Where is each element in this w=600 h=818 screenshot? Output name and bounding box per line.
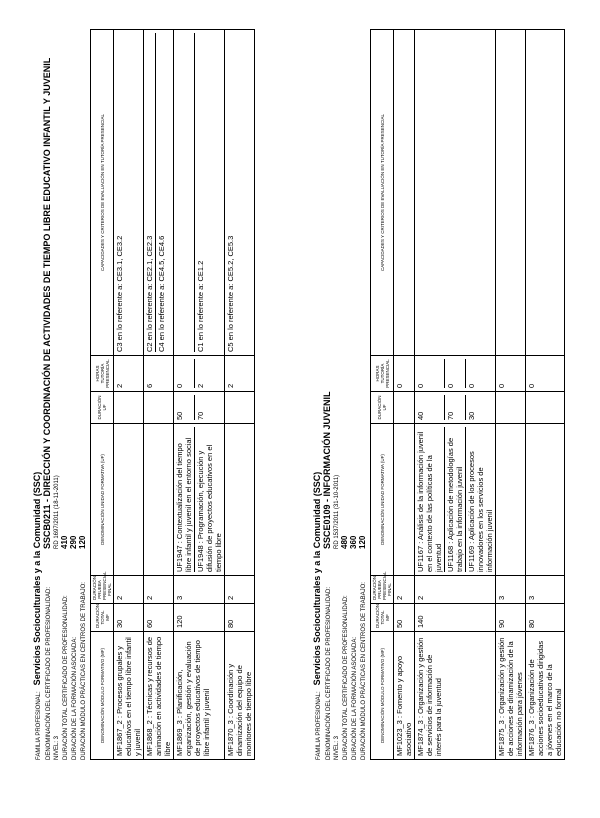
modulo-cell: MF1876_3 : Organización de acciones socioeducativas dirigidas a jóvenes en el marco de la educación no formal xyxy=(526,632,565,760)
col-header-duracion-mf: DURACIÓN TOTAL MF xyxy=(371,604,394,632)
duracion-cell: 30 xyxy=(114,604,144,632)
uf-cell xyxy=(526,424,565,576)
table-row xyxy=(526,30,565,760)
nivel-value: RD 1697/2011 (18-11-2011) xyxy=(54,475,60,549)
uf-cell xyxy=(114,424,144,576)
col-header-duracion-uf: DURACIÓN UF xyxy=(91,392,114,424)
uf-duracion-cell xyxy=(114,392,144,424)
horas-cell: 6 xyxy=(144,356,174,392)
modulo-cell: MF1869_3 : Planificación, organización, gestión y evaluación de proyectos educativos de tiempo libre infantil y juvenil xyxy=(174,632,225,760)
col-header-duracion-mf: DURACIÓN TOTAL MF xyxy=(91,604,114,632)
duracion-practicas-label: DURACIÓN MÓDULO PRÁCTICAS EN CENTROS DE TRABAJO: xyxy=(81,582,87,760)
modulo-cell: MF1875_3 : Organización y gestión de acciones de dinamización de la información para jóvenes xyxy=(496,632,526,760)
certificate-title: SSCB0211 - DIRECCIÓN Y COORDINACIÓN DE ACTIVIDADES DE TIEMPO LIBRE EDUCATIVO INFANTIL Y JUVENIL xyxy=(42,57,52,549)
modulo-cell: MF1870_3 : Coordinación y dinamización del equipo de monitores de tiempo libre xyxy=(225,632,255,760)
col-header-capacidades: CAPACIDADES Y CRITERIOS DE EVALUACIÓN EN TUTORÍA PRESENCIAL xyxy=(91,30,114,356)
capacidades-cell xyxy=(174,30,225,356)
duracion-cell: 120 xyxy=(174,604,225,632)
capacidad-line: C2 en lo referente a: CE2.1, CE2.3 xyxy=(144,33,156,352)
prueba-cell: 2 xyxy=(144,576,174,604)
uf-duracion-cell xyxy=(394,392,415,424)
capacidad-line: C1 en lo referente a: CE1.2 xyxy=(196,260,205,352)
prueba-cell: 3 xyxy=(496,576,526,604)
duracion-cell: 50 xyxy=(394,604,415,632)
duracion-cell: 90 xyxy=(496,604,526,632)
col-header-uf: DENOMINACIÓN UNIDAD FORMATIVA (UF) xyxy=(371,424,394,576)
uf-duracion-cell xyxy=(225,392,255,424)
horas-cell xyxy=(415,356,496,392)
table-row xyxy=(174,30,225,760)
col-header-modulo: DENOMINACIÓN MÓDULO FORMATIVO (MF) xyxy=(371,632,394,760)
capacidades-cell xyxy=(394,30,415,356)
duracion-formacion-label: DURACIÓN DE LA FORMACIÓN ASOCIADA: xyxy=(352,636,358,760)
uf-line: UF1948 : Programación, ejecución y difusión de proyectos educativos en el tiempo libre xyxy=(196,444,223,572)
table-row xyxy=(144,30,174,760)
certificate-title: SSCE0109 - INFORMACIÓN JUVENIL xyxy=(322,391,332,549)
modules-table xyxy=(370,29,565,760)
denominacion-label: DENOMINACIÓN DEL CERTIFICADO DE PROFESIONALIDAD: xyxy=(46,586,52,760)
col-header-horas-tutoria: HORAS TUTORÍA PRESENCIAL xyxy=(91,356,114,392)
capacidades-cell: C3 en lo referente a: CE3.1, CE3.2 xyxy=(114,30,144,356)
modules-table xyxy=(90,29,255,760)
modulo-cell: MF1867_2 : Procesos grupales y educativos en el tiempo libre infantil y juvenil xyxy=(114,632,144,760)
nivel-label: NIVEL: 3 xyxy=(54,735,60,760)
uf-duracion-line: 40 xyxy=(415,395,445,420)
horas-line: 0 xyxy=(415,359,445,388)
capacidad-line xyxy=(174,33,195,352)
uf-line: UF1947 : Contextualización del tiempo libre infantil y juvenil en el entorno social xyxy=(174,427,195,572)
familia-label: FAMILIA PROFESIONAL: xyxy=(36,691,42,760)
duracion-total-label: DURACIÓN TOTAL CERTIFICADO DE PROFESIONALIDAD: xyxy=(63,595,69,760)
familia-value: Servicios Socioculturales y a la Comunidad (SSC) xyxy=(312,471,322,686)
capacidades-cell: C5 en lo referente a: CE5.2, CE5.3 xyxy=(225,30,255,356)
familia-label: FAMILIA PROFESIONAL: xyxy=(316,691,322,760)
uf-duracion-line: 30 xyxy=(467,411,476,420)
certificate-header xyxy=(313,30,368,760)
horas-line: 2 xyxy=(196,383,205,388)
uf-duracion-cell xyxy=(144,392,174,424)
prueba-cell: 3 xyxy=(174,576,225,604)
prueba-cell: 2 xyxy=(394,576,415,604)
uf-duracion-line: 50 xyxy=(174,395,195,420)
col-header-capacidades: CAPACIDADES Y CRITERIOS DE EVALUACIÓN EN TUTORÍA PRESENCIAL xyxy=(371,30,394,356)
nivel-value: RD 1537/2011 (31-10-2011) xyxy=(334,474,340,549)
uf-duracion-cell xyxy=(496,392,526,424)
capacidades-cell xyxy=(144,30,174,356)
table-row xyxy=(225,30,255,760)
certificate-block-ssce0109 xyxy=(313,30,565,760)
capacidad-line: C4 en lo referente a: CE4.5, CE4.6 xyxy=(157,235,166,352)
capacidades-cell xyxy=(415,30,496,356)
horas-cell: 0 xyxy=(394,356,415,392)
duracion-total-value: 480 xyxy=(340,535,349,549)
capacidades-cell xyxy=(526,30,565,356)
duracion-total-label: DURACIÓN TOTAL CERTIFICADO DE PROFESIONALIDAD: xyxy=(343,595,349,760)
col-header-uf: DENOMINACIÓN UNIDAD FORMATIVA (UF) xyxy=(91,424,114,576)
uf-cell xyxy=(394,424,415,576)
duracion-formacion-label: DURACIÓN DE LA FORMACIÓN ASOCIADA: xyxy=(72,636,78,760)
uf-cell xyxy=(174,424,225,576)
uf-cell xyxy=(144,424,174,576)
col-header-prueba-final: DURACIÓN PRUEBA PRESENCIAL FINAL xyxy=(371,576,394,604)
uf-duracion-cell xyxy=(174,392,225,424)
denominacion-label: DENOMINACIÓN DEL CERTIFICADO DE PROFESIONALIDAD: xyxy=(326,586,332,760)
certificate-header xyxy=(33,30,88,760)
uf-line: UF1167 : Análisis de la información juvenil en el contexto de las políticas de la juventud xyxy=(415,427,445,572)
uf-cell xyxy=(415,424,496,576)
prueba-cell: 2 xyxy=(415,576,496,604)
table-row xyxy=(415,30,496,760)
uf-duracion-line: 70 xyxy=(445,395,466,420)
uf-duracion-line: 70 xyxy=(196,411,205,420)
col-header-modulo: DENOMINACIÓN MÓDULO FORMATIVO (MF) xyxy=(91,632,114,760)
duracion-total-value: 410 xyxy=(60,535,69,549)
horas-cell: 2 xyxy=(114,356,144,392)
table-row xyxy=(394,30,415,760)
modulo-cell: MF1868_2 : Técnicas y recursos de animación en actividades de tiempo libre xyxy=(144,632,174,760)
prueba-cell: 3 xyxy=(526,576,565,604)
certificate-block-sscb0211 xyxy=(33,30,255,760)
uf-duracion-cell xyxy=(526,392,565,424)
table-header-row xyxy=(371,30,394,760)
horas-line: 0 xyxy=(174,359,195,388)
col-header-duracion-uf: DURACIÓN UF xyxy=(371,392,394,424)
duracion-practicas-value: 120 xyxy=(358,535,367,549)
familia-value: Servicios Socioculturales y a la Comunidad (SSC) xyxy=(32,471,42,686)
uf-duracion-cell xyxy=(415,392,496,424)
uf-line: UF1169 : Aplicación de los procesos innovadores en los servicios de información juvenil xyxy=(467,451,494,572)
uf-cell xyxy=(496,424,526,576)
horas-line: 0 xyxy=(467,383,476,388)
col-header-prueba-final: DURACIÓN PRUEBA PRESENCIAL FINAL xyxy=(91,576,114,604)
duracion-cell: 80 xyxy=(225,604,255,632)
duracion-practicas-label: DURACIÓN MÓDULO PRÁCTICAS EN CENTROS DE TRABAJO: xyxy=(361,582,367,760)
uf-line: UF1168 : Aplicación de metodologías de trabajo en la información juvenil xyxy=(445,427,466,572)
horas-cell: 0 xyxy=(526,356,565,392)
prueba-cell: 2 xyxy=(114,576,144,604)
duracion-formacion-value: 290 xyxy=(69,535,78,549)
modulo-cell: MF1874_3 : Organización y gestión de servicios de información de interés para la juventud xyxy=(415,632,496,760)
table-header-row xyxy=(91,30,114,760)
horas-line: 0 xyxy=(445,359,466,388)
duracion-practicas-value: 120 xyxy=(78,535,87,549)
table-row xyxy=(114,30,144,760)
capacidades-cell xyxy=(496,30,526,356)
duracion-cell: 140 xyxy=(415,604,496,632)
nivel-label: NIVEL: 3 xyxy=(334,735,340,760)
horas-cell: 2 xyxy=(225,356,255,392)
duracion-cell: 80 xyxy=(526,604,565,632)
uf-cell xyxy=(225,424,255,576)
modulo-cell: MF1023_3 : Fomento y apoyo asociativo xyxy=(394,632,415,760)
col-header-horas-tutoria: HORAS TUTORÍA PRESENCIAL xyxy=(371,356,394,392)
duracion-formacion-value: 360 xyxy=(349,535,358,549)
table-row xyxy=(496,30,526,760)
horas-cell: 0 xyxy=(496,356,526,392)
prueba-cell: 2 xyxy=(225,576,255,604)
duracion-cell: 60 xyxy=(144,604,174,632)
horas-cell xyxy=(174,356,225,392)
